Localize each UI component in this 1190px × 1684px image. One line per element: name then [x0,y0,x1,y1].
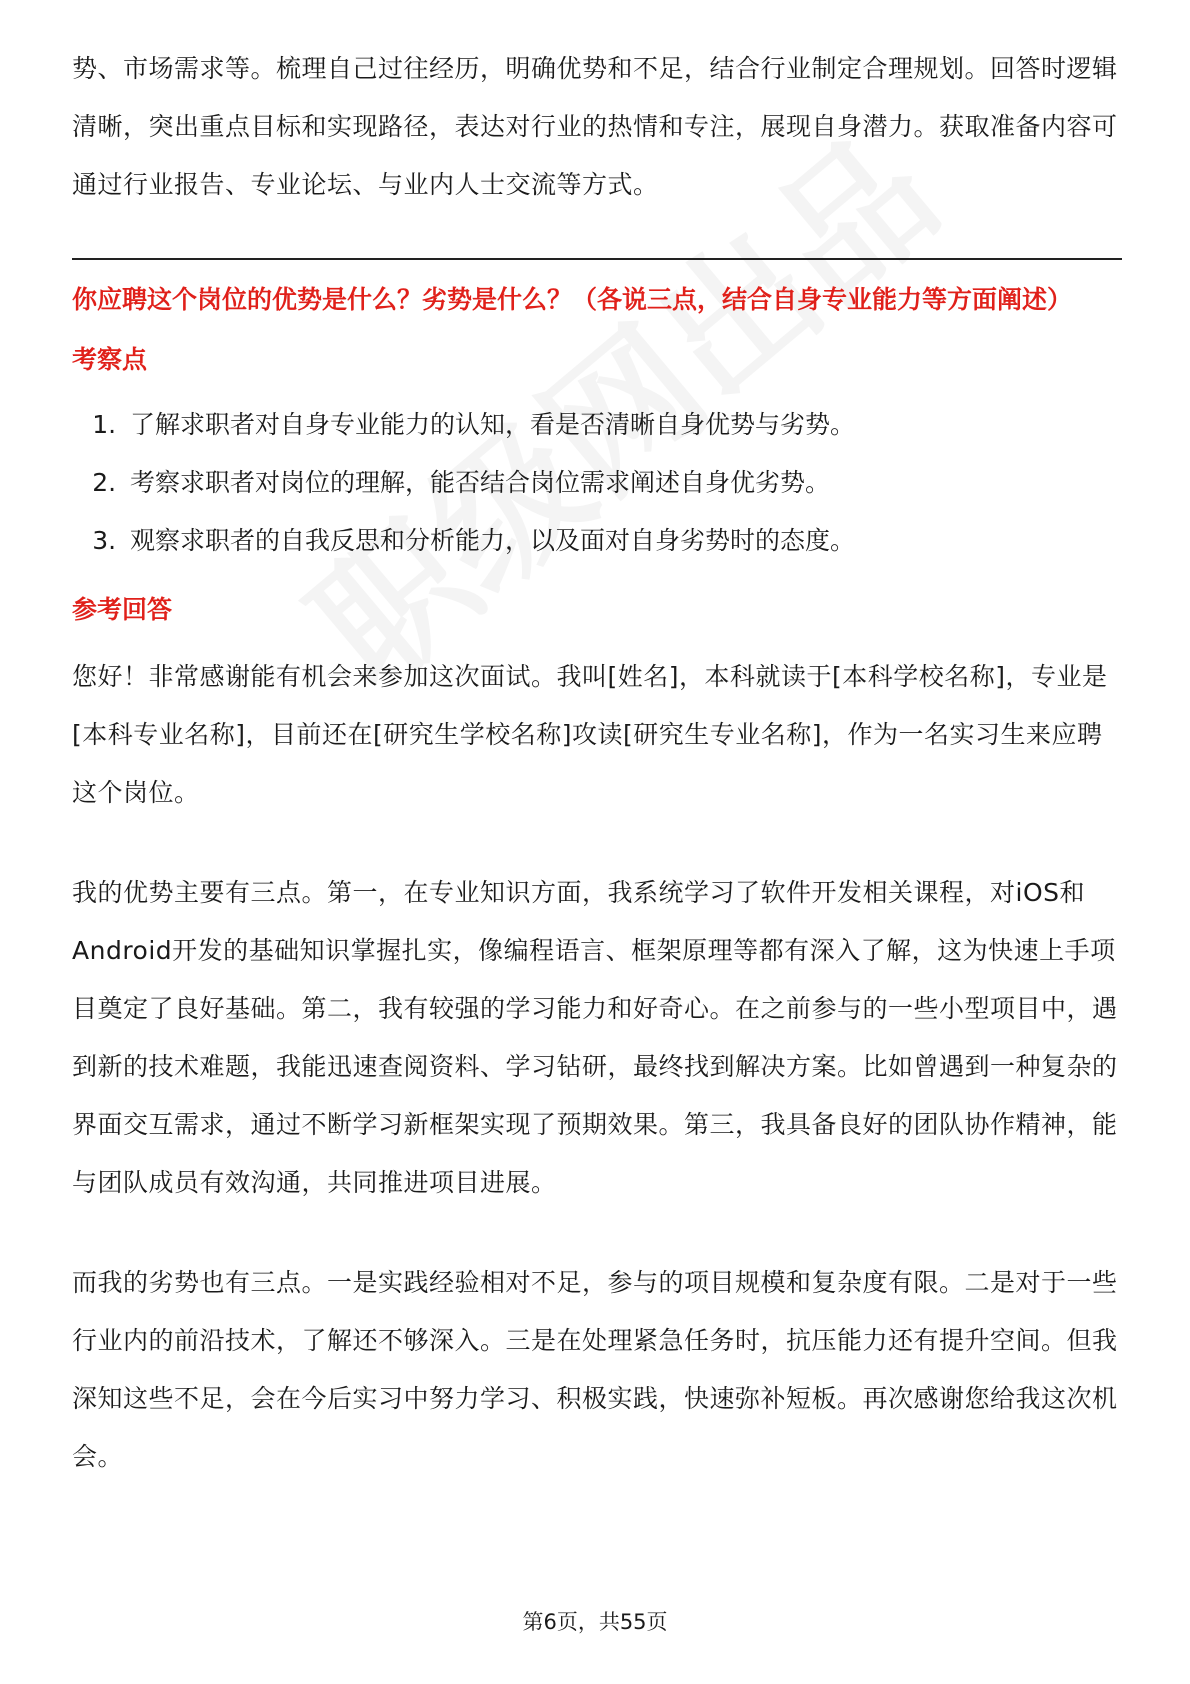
points-heading: 考察点 [72,345,148,374]
points-list [72,396,1122,570]
list-item: 1. 了解求职者对自身专业能力的认知，看是否清晰自身优势与劣势。 [124,396,1122,454]
section-divider [72,258,1122,260]
answer-body [72,648,1122,1486]
answer-paragraph: 您好！非常感谢能有机会来参加这次面试。我叫[姓名]，本科就读于[本科学校名称]，专业是[本科专业名称]，目前还在[研究生学校名称]攻读[研究生专业名称]，作为一名实习生来应聘这个岗位。 [72,662,1108,807]
list-item: 3. 观察求职者的自我反思和分析能力，以及面对自身劣势时的态度。 [124,512,1122,570]
document-page [72,40,1122,1486]
list-item: 2. 考察求职者对岗位的理解，能否结合岗位需求阐述自身优劣势。 [124,454,1122,512]
intro-paragraph: 势、市场需求等。梳理自己过往经历，明确优势和不足，结合行业制定合理规划。回答时逻辑清晰，突出重点目标和实现路径，表达对行业的热情和专注，展现自身潜力。获取准备内容可通过行业报告、专业论坛、与业内人士交流等方式。 [72,54,1118,199]
answer-paragraph: 而我的劣势也有三点。一是实践经验相对不足，参与的项目规模和复杂度有限。二是对于一些行业内的前沿技术，了解还不够深入。三是在处理紧急任务时，抗压能力还有提升空间。但我深知这些不足，会在今后实习中努力学习、积极实践，快速弥补短板。再次感谢您给我这次机会。 [72,1268,1118,1471]
question-heading: 你应聘这个岗位的优势是什么？劣势是什么？（各说三点，结合自身专业能力等方面阐述） [72,285,1073,314]
answer-paragraph: 我的优势主要有三点。第一，在专业知识方面，我系统学习了软件开发相关课程，对iOS和Android开发的基础知识掌握扎实，像编程语言、框架原理等都有深入了解，这为快速上手项目奠定了良好基础。第二，我有较强的学习能力和好奇心。在之前参与的一些小型项目中，遇到新的技术难题，我能迅速查阅资料、学习钻研，最终找到解决方案。比如曾遇到一种复杂的界面交互需求，通过不断学习新框架实现了预期效果。第三，我具备良好的团队协作精神，能与团队成员有效沟通，共同推进项目进展。 [72,878,1118,1197]
page-number: 第6页，共55页 [522,1610,668,1634]
answer-heading: 参考回答 [72,595,173,624]
